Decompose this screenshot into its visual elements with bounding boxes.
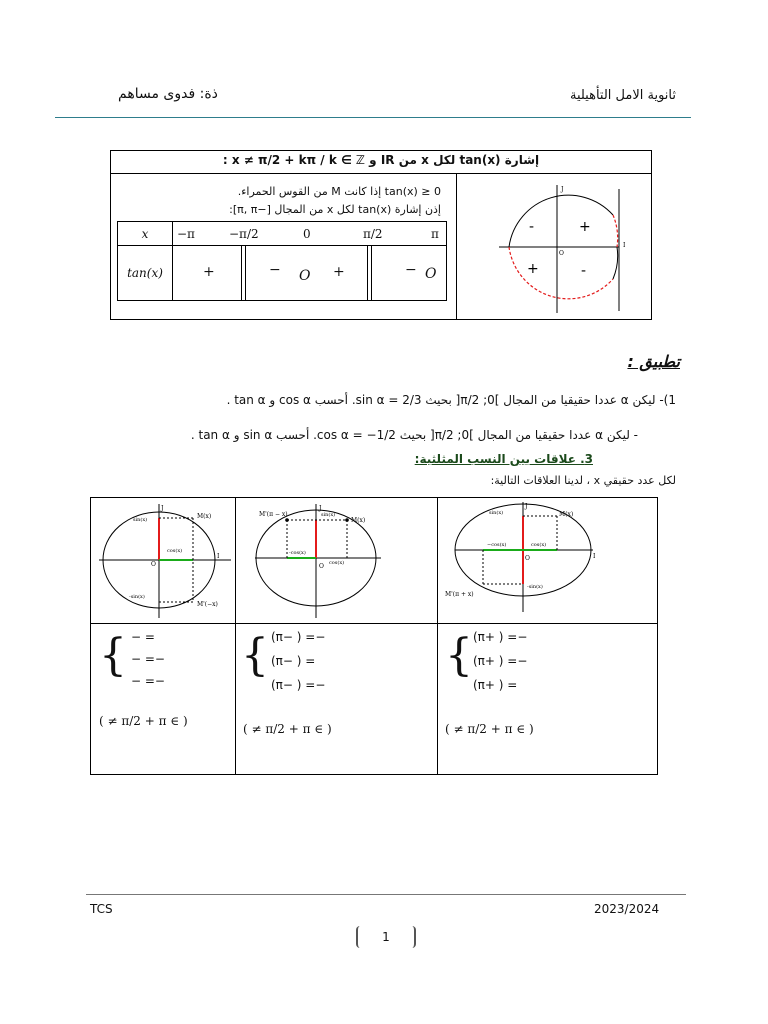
col1-line-1: − = bbox=[131, 630, 155, 644]
fig3-cos: cos(x) bbox=[531, 542, 547, 548]
tan-sign-table bbox=[117, 221, 447, 301]
fig1-m: M(x) bbox=[197, 513, 212, 520]
figure-pi-minus-x bbox=[241, 502, 433, 620]
page-number: 1 bbox=[382, 930, 390, 944]
col3-line-1: (π+ ) =− bbox=[473, 630, 528, 644]
relations-heading: 3. علاقات بين النسب المثلثية: bbox=[414, 452, 593, 466]
footer-divider bbox=[86, 894, 686, 895]
fig3-m: M(x) bbox=[559, 511, 574, 518]
col3-cond-text: ≠ π/2 + π ∈ bbox=[453, 722, 526, 736]
school-name: ثانوية الامل التأهيلية bbox=[569, 88, 676, 103]
fig1-j: J bbox=[161, 505, 164, 512]
sign-box-line1: tan(x) ≥ 0 إذا كانت M من القوس الحمراء. bbox=[237, 185, 441, 198]
col1-brace: { bbox=[99, 630, 127, 681]
col3-line-3: (π+ ) = bbox=[473, 678, 518, 692]
head-pi-half: π/2 bbox=[363, 226, 383, 241]
circle-sign-q1: + bbox=[579, 219, 591, 235]
relations-table bbox=[90, 497, 658, 775]
fig1-mp: M'(−x) bbox=[197, 601, 218, 608]
col1-cond-text: ≠ π/2 + π ∈ bbox=[107, 714, 180, 728]
fig1-msin: -sin(x) bbox=[129, 594, 145, 600]
page-number-box bbox=[356, 926, 416, 948]
sign-5: − bbox=[405, 262, 417, 278]
fig1-sin: sin(x) bbox=[133, 517, 148, 523]
circle-label-j: J bbox=[561, 186, 564, 193]
tan-circle-figure bbox=[491, 179, 641, 319]
col2-brace: { bbox=[241, 630, 269, 681]
circle-sign-q3: + bbox=[527, 261, 539, 277]
col2-cond: ( ≠ π/2 + π ∈ ) bbox=[243, 722, 332, 736]
col1-cond: ( ≠ π/2 + π ∈ ) bbox=[99, 714, 188, 728]
fig3-sin: sin(x) bbox=[489, 510, 504, 516]
fig2-mcos: -cos(x) bbox=[289, 550, 306, 556]
teacher-name: ذة: فدوى مساهم bbox=[118, 86, 218, 102]
fig2-sin: sin(x) bbox=[321, 512, 336, 518]
col2-cond-text: ≠ π/2 + π ∈ bbox=[251, 722, 324, 736]
circle-label-i: I bbox=[623, 242, 626, 249]
application-heading: تطبيق : bbox=[627, 352, 680, 371]
col2-line-2: (π− ) = bbox=[271, 654, 316, 668]
fig3-i: I bbox=[593, 553, 596, 560]
fig3-mcos: −cos(x) bbox=[487, 542, 507, 548]
figure-minus-x bbox=[97, 502, 233, 620]
footer-right: 2023/2024 bbox=[594, 902, 660, 916]
sign-4: + bbox=[333, 264, 345, 280]
col1-line-2: − =− bbox=[131, 652, 165, 666]
fig2-mp: M'(π − x) bbox=[259, 511, 288, 518]
fig1-cos: cos(x) bbox=[167, 548, 183, 554]
col2-line-3: (π− ) =− bbox=[271, 678, 326, 692]
circle-sign-q4: - bbox=[581, 263, 587, 279]
head-minus-pi-half: −π/2 bbox=[229, 226, 259, 241]
sign-box-line2: إذن إشارة tan(x) لكل x من المجال [−π, π]: bbox=[229, 203, 441, 216]
col1-line-3: − =− bbox=[131, 674, 165, 688]
fig2-j: J bbox=[319, 505, 322, 512]
head-pi: π bbox=[431, 226, 439, 241]
fig3-msin: -sin(x) bbox=[527, 584, 543, 590]
fig2-m: M(x) bbox=[351, 517, 366, 524]
fig1-o: O bbox=[151, 561, 156, 568]
head-zero: 0 bbox=[303, 226, 311, 241]
fig3-j: J bbox=[525, 503, 528, 510]
sign-6: O bbox=[425, 266, 437, 282]
fig3-o: O bbox=[525, 555, 530, 562]
figure-pi-plus-x bbox=[443, 502, 653, 620]
sign-3: O bbox=[299, 268, 311, 284]
application-q1: 1)- ليكن α عددا حقيقيا من المجال ]0; π/2[ بحيث sin α = 2/3. أحسب cos α و tan α . bbox=[226, 393, 676, 407]
fig3-mp: M'(π + x) bbox=[445, 591, 474, 598]
col2-line-1: (π− ) =− bbox=[271, 630, 326, 644]
circle-sign-q2: - bbox=[529, 219, 535, 235]
table-head-x: x bbox=[118, 222, 173, 246]
tan-sign-box bbox=[110, 150, 652, 320]
sign-box-title: إشارة tan(x) لكل x من IR و x ≠ π/2 + kπ / k ∈ ℤ : bbox=[222, 153, 540, 167]
sign-1: + bbox=[203, 264, 215, 280]
fig2-o: O bbox=[319, 563, 324, 570]
fig2-cos: cos(x) bbox=[329, 560, 345, 566]
col3-cond: ( ≠ π/2 + π ∈ ) bbox=[445, 722, 534, 736]
col3-line-2: (π+ ) =− bbox=[473, 654, 528, 668]
sign-2: − bbox=[269, 262, 281, 278]
head-minus-pi: −π bbox=[177, 226, 195, 241]
application-q2: - ليكن α عددا حقيقيا من المجال ]0; π/2[ بحيث cos α = −1/2. أحسب sin α و tan α . bbox=[190, 428, 638, 442]
col3-brace: { bbox=[445, 630, 473, 681]
circle-label-o: O bbox=[559, 250, 564, 257]
footer-left: TCS bbox=[90, 902, 113, 916]
table-row-label: tan(x) bbox=[118, 246, 173, 301]
header-divider bbox=[55, 117, 691, 118]
fig1-i: I bbox=[217, 553, 220, 560]
relations-intro: لكل عدد حقيقي x ، لدينا العلاقات التالية: bbox=[490, 474, 676, 487]
